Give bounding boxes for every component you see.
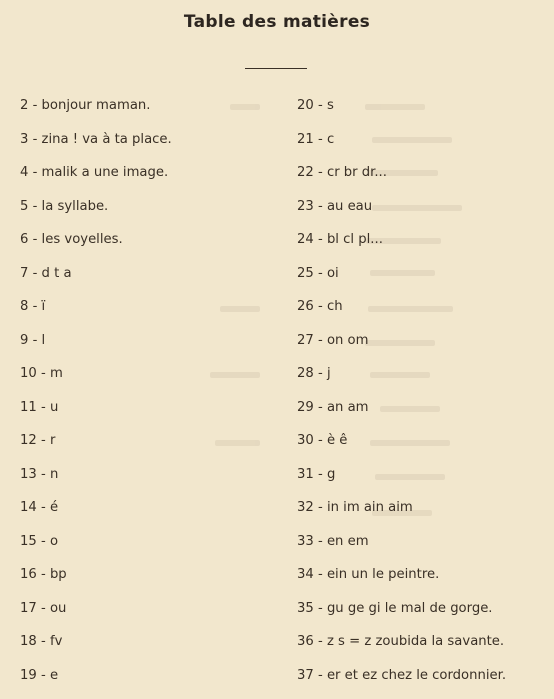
lesson-title: bp [50,567,67,582]
lesson-title: g [327,467,335,482]
lesson-number: 23 [297,199,314,214]
page-title: Table des matières [0,12,554,32]
toc-entry [20,465,270,499]
lesson-number: 31 [297,467,314,482]
lesson-title: d t a [42,266,72,281]
entry-separator: - [37,567,50,582]
lesson-number: 9 [20,333,28,348]
lesson-title: j [327,366,331,381]
lesson-title: on om [327,333,369,348]
entry-separator: - [314,634,327,649]
toc-entry [20,96,270,130]
lesson-title: gu ge gi le mal de gorge. [327,601,493,616]
entry-separator: - [314,132,327,147]
entry-separator: - [314,668,327,683]
toc-entry [20,599,270,633]
lesson-title: u [50,400,58,415]
toc-entry [297,364,552,398]
lesson-number: 4 [20,165,28,180]
toc-entry [297,264,552,298]
toc-entry [297,197,552,231]
toc-entry [20,498,270,532]
lesson-title: ch [327,299,343,314]
title-underline-divider [245,68,307,69]
lesson-number: 2 [20,98,28,113]
entry-separator: - [28,98,41,113]
lesson-number: 36 [297,634,314,649]
entry-separator: - [314,601,327,616]
lesson-number: 22 [297,165,314,180]
lesson-title: ï [42,299,46,314]
toc-entry [20,565,270,599]
toc-entry [297,431,552,465]
toc-entry [297,666,552,699]
lesson-title: z s = z zoubida la savante. [327,634,504,649]
entry-separator: - [37,400,50,415]
toc-entry [297,96,552,130]
lesson-number: 13 [20,467,37,482]
toc-entry [20,297,270,331]
lesson-number: 21 [297,132,314,147]
lesson-number: 8 [20,299,28,314]
lesson-title: ein un le peintre. [327,567,439,582]
lesson-number: 26 [297,299,314,314]
toc-entry [297,565,552,599]
entry-separator: - [28,199,41,214]
lesson-title: ou [50,601,66,616]
lesson-number: 20 [297,98,314,113]
lesson-title: è ê [327,433,347,448]
lesson-number: 17 [20,601,37,616]
toc-entry [20,364,270,398]
lesson-title: e [50,668,58,683]
lesson-title: oi [327,266,339,281]
lesson-number: 25 [297,266,314,281]
toc-entry [20,130,270,164]
entry-separator: - [28,333,41,348]
lesson-number: 37 [297,668,314,683]
lesson-title: en em [327,534,369,549]
lesson-number: 32 [297,500,314,515]
lesson-number: 34 [297,567,314,582]
toc-entry [297,599,552,633]
entry-separator: - [314,232,327,247]
lesson-title: é [50,500,58,515]
lesson-title: s [327,98,334,113]
lesson-title: malik a une image. [42,165,169,180]
lesson-number: 27 [297,333,314,348]
toc-entry [20,230,270,264]
lesson-title: zina ! va à ta place. [42,132,172,147]
entry-separator: - [314,500,327,515]
toc-entry [20,398,270,432]
toc-entry [297,532,552,566]
lesson-number: 24 [297,232,314,247]
toc-entry [20,197,270,231]
lesson-number: 18 [20,634,37,649]
entry-separator: - [314,199,327,214]
entry-separator: - [37,366,50,381]
lesson-title: bonjour maman. [42,98,151,113]
lesson-title: fv [50,634,62,649]
toc-entry [20,532,270,566]
toc-entry [297,230,552,264]
toc-entry [297,297,552,331]
lesson-title: an am [327,400,369,415]
entry-separator: - [314,567,327,582]
lesson-title: cr br dr... [327,165,387,180]
entry-separator: - [314,467,327,482]
lesson-title: o [50,534,58,549]
toc-entry [20,163,270,197]
entry-separator: - [37,500,50,515]
toc-entry [20,666,270,699]
lesson-title: c [327,132,334,147]
lesson-number: 3 [20,132,28,147]
lesson-number: 11 [20,400,37,415]
toc-entry [20,331,270,365]
entry-separator: - [314,299,327,314]
entry-separator: - [28,299,41,314]
contents-left-column [20,96,270,699]
lesson-title: l [42,333,46,348]
lesson-title: la syllabe. [42,199,109,214]
entry-separator: - [37,467,50,482]
entry-separator: - [37,601,50,616]
entry-separator: - [314,366,327,381]
lesson-number: 7 [20,266,28,281]
entry-separator: - [314,400,327,415]
lesson-number: 6 [20,232,28,247]
entry-separator: - [314,266,327,281]
lesson-title: er et ez chez le cordonnier. [327,668,506,683]
contents-right-column [297,96,552,699]
toc-entry [297,632,552,666]
lesson-number: 19 [20,668,37,683]
toc-entry [297,163,552,197]
entry-separator: - [28,266,41,281]
lesson-number: 29 [297,400,314,415]
lesson-number: 12 [20,433,37,448]
toc-entry [20,431,270,465]
lesson-title: au eau [327,199,372,214]
toc-entry [297,465,552,499]
entry-separator: - [28,132,41,147]
lesson-title: les voyelles. [42,232,123,247]
lesson-number: 33 [297,534,314,549]
entry-separator: - [37,668,50,683]
entry-separator: - [314,98,327,113]
lesson-title: m [50,366,63,381]
lesson-number: 14 [20,500,37,515]
entry-separator: - [314,333,327,348]
toc-entry [20,632,270,666]
toc-entry [297,398,552,432]
lesson-number: 28 [297,366,314,381]
toc-entry [297,331,552,365]
lesson-number: 30 [297,433,314,448]
toc-entry [20,264,270,298]
lesson-title: in im ain aim [327,500,413,515]
entry-separator: - [37,433,50,448]
entry-separator: - [37,634,50,649]
entry-separator: - [314,534,327,549]
toc-entry [297,498,552,532]
lesson-number: 10 [20,366,37,381]
entry-separator: - [314,165,327,180]
entry-separator: - [28,232,41,247]
toc-entry [297,130,552,164]
lesson-title: bl cl pl... [327,232,383,247]
entry-separator: - [28,165,41,180]
entry-separator: - [314,433,327,448]
lesson-number: 5 [20,199,28,214]
lesson-number: 35 [297,601,314,616]
lesson-title: r [50,433,55,448]
lesson-number: 15 [20,534,37,549]
lesson-title: n [50,467,58,482]
entry-separator: - [37,534,50,549]
lesson-number: 16 [20,567,37,582]
